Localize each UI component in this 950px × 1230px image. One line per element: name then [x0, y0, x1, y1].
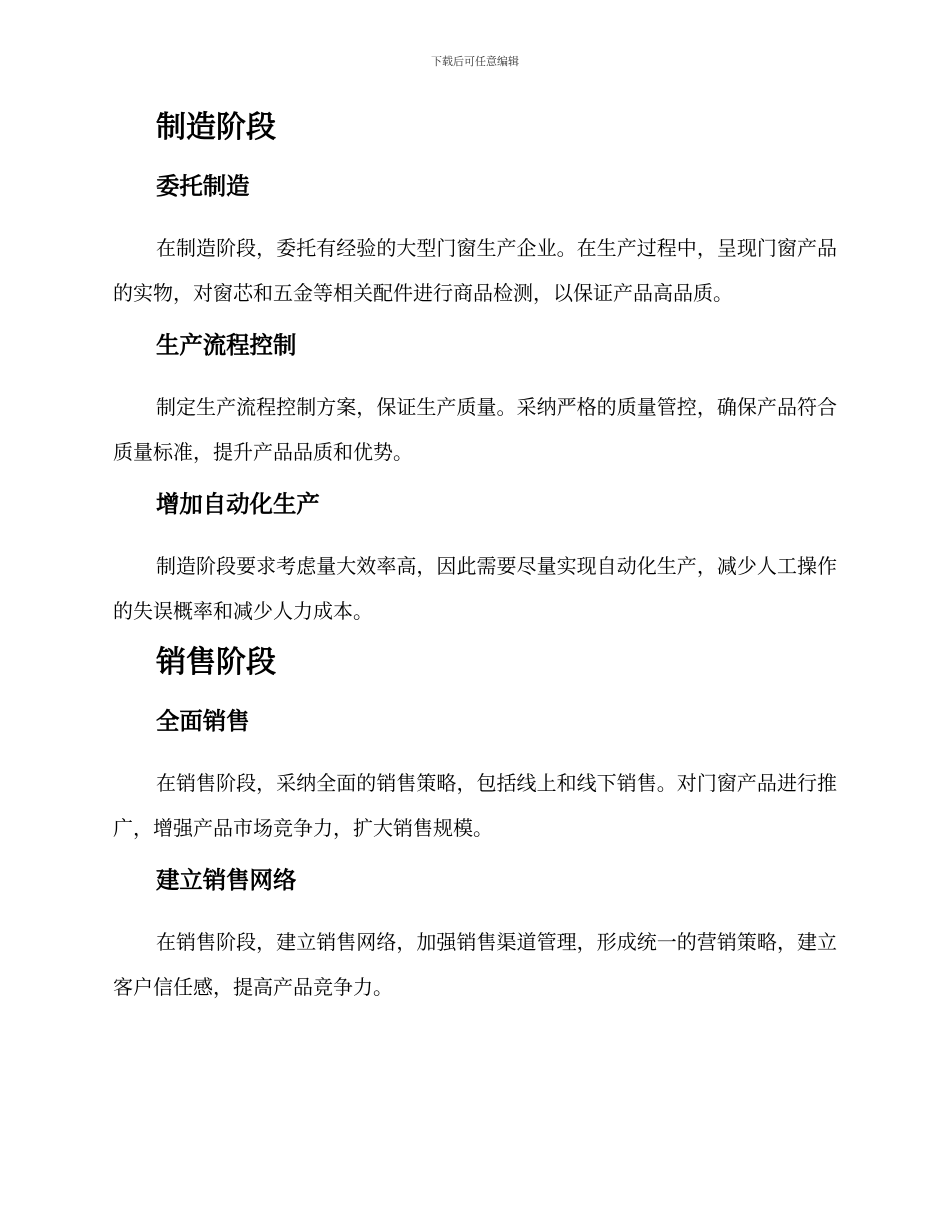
section-heading-comprehensive-sales: 全面销售	[156, 707, 250, 735]
section-heading-automation: 增加自动化生产	[156, 490, 320, 518]
section-heading-sales: 销售阶段	[156, 645, 276, 680]
section-heading-manufacturing: 制造阶段	[156, 110, 276, 145]
header-note: 下载后可任意编辑	[431, 55, 519, 68]
section-heading-outsourced-manufacturing: 委托制造	[156, 172, 250, 200]
paragraph-outsourced-manufacturing: 在制造阶段，委托有经验的大型门窗生产企业。在生产过程中，呈现门窗产品的实物，对窗芯和五金等相关配件进行商品检测，以保证产品高品质。	[113, 236, 837, 305]
paragraph-sales-network: 在销售阶段，建立销售网络，加强销售渠道管理，形成统一的营销策略，建立客户信任感，提高产品竞争力。	[113, 930, 837, 999]
section-heading-sales-network: 建立销售网络	[156, 866, 297, 894]
paragraph-comprehensive-sales: 在销售阶段，采纳全面的销售策略，包括线上和线下销售。对门窗产品进行推广，增强产品市场竞争力，扩大销售规模。	[113, 771, 837, 840]
paragraph-automation: 制造阶段要求考虑量大效率高，因此需要尽量实现自动化生产，减少人工操作的失误概率和减少人力成本。	[113, 554, 837, 623]
document-body	[113, 110, 837, 1010]
section-heading-process-control: 生产流程控制	[156, 331, 297, 359]
paragraph-process-control: 制定生产流程控制方案，保证生产质量。采纳严格的质量管控，确保产品符合质量标准，提升产品品质和优势。	[113, 395, 837, 464]
